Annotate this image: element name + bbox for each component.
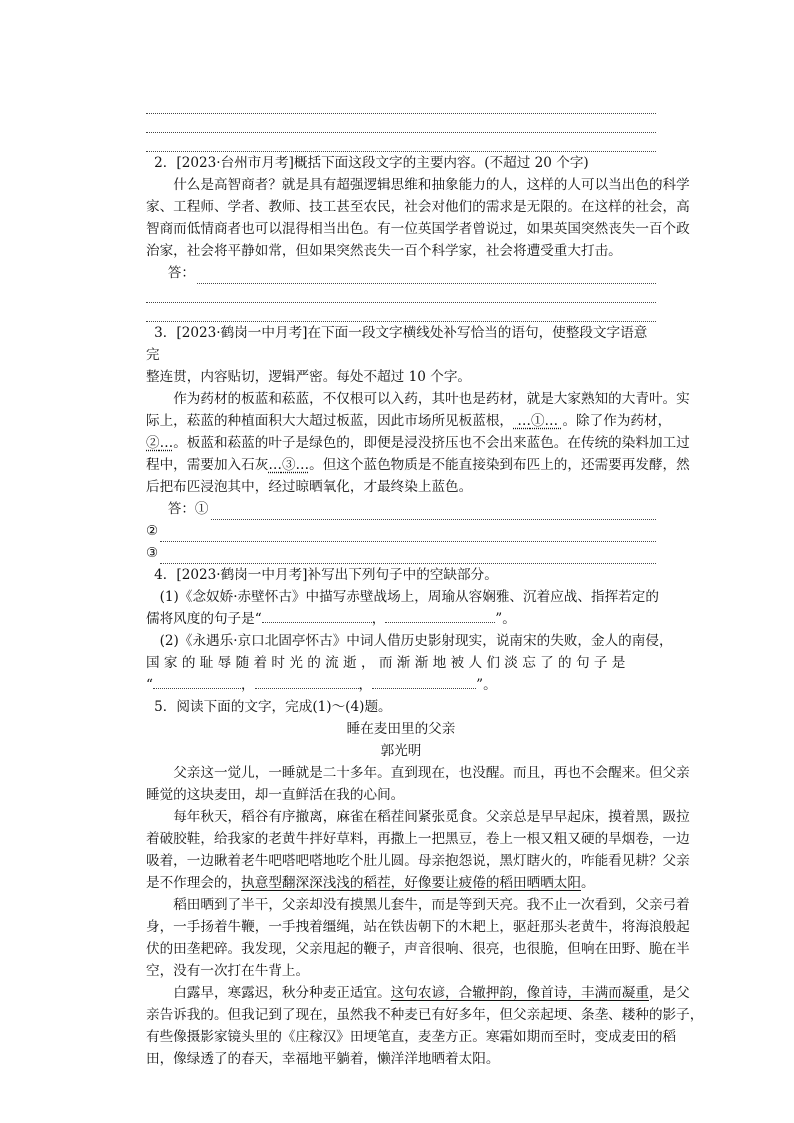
q2-text-line: 什么是高智商者？就是具有超强逻辑思维和抽象能力的人，这样的人可以当出色的科学 xyxy=(173,177,690,193)
underlined-sentence: 执意型翻深深浅浅的稻茬，好像要让疲倦的稻田晒晒太阳 xyxy=(241,875,581,891)
article-text: 是不作理会的， xyxy=(146,875,242,891)
article-line: 吸着，一边瞅着老牛吧嗒吧嗒地吃个肚儿圆。母亲抱怨说，黑灯瞎火的，咋能看见耕？父亲 xyxy=(146,853,690,869)
worksheet-page xyxy=(146,100,704,1070)
q4-sub1-line: (1)《念奴娇·赤壁怀古》中描写赤壁战场上，周瑜从容娴雅、沉着应战、指挥若定的 xyxy=(159,589,659,605)
article-line xyxy=(146,872,656,894)
fill-blank[interactable] xyxy=(385,610,495,623)
question-5-title: 5．阅读下面的文字，完成(1)～(4)题。 xyxy=(154,699,392,715)
article-text: 白露早，寒露迟，秋分种麦正适宜。 xyxy=(173,985,391,1001)
question-2-title: 2．[2023·台州市月考]概括下面这段文字的主要内容。(不超过 20 个字) xyxy=(154,155,589,171)
q4-sub2-line: 国 家 的 耻 辱 随 着 时 光 的 流 逝 ， 而 渐 渐 地 被 人 们 淡 忘 了 的 句 子 是 xyxy=(146,655,626,671)
answer-label: ② xyxy=(146,523,159,539)
q2-answer[interactable] xyxy=(146,262,656,284)
fill-blank[interactable] xyxy=(153,676,241,689)
article-title: 睡在麦田里的父亲 xyxy=(346,721,456,737)
q3-answer-1[interactable] xyxy=(146,498,656,520)
article-line: 稻田晒到了半干，父亲却没有摸黑儿套牛，而是等到天亮。我不止一次看到，父亲弓着 xyxy=(173,897,690,913)
q4-sub1-line xyxy=(146,608,656,630)
article-line: 身，一手扬着牛鞭，一手拽着缰绳，站在铁齿朝下的木耙上，驱赶那头老黄牛，将海浪般起 xyxy=(146,919,690,935)
article-line: 亲告诉我的。但我记到了现在，虽然我不种麦已有好多年，但父亲起埂、条垄、耧种的影子， xyxy=(146,1007,704,1023)
q4-text: ”。 xyxy=(476,677,497,693)
answer-line[interactable] xyxy=(211,505,656,520)
fill-blank[interactable] xyxy=(262,610,372,623)
q3-answer-2[interactable] xyxy=(146,520,656,542)
q3-text: 。板蓝和菘蓝的叶子是绿色的，即便是浸没挤压也不会出来蓝色。在传统的染料加工过 xyxy=(173,435,690,451)
q4-text: 儒将风度的句子是“ xyxy=(146,611,262,627)
answer-label: 答：① xyxy=(167,501,209,517)
q4-text: “ xyxy=(146,677,153,693)
blank-2[interactable]: ②… xyxy=(146,435,174,451)
q3-text-line xyxy=(146,410,672,432)
answer-line[interactable] xyxy=(160,527,656,542)
article-line: 父亲这一觉儿，一睡就是二十多年。直到现在，也没醒。而且，再也不会醒来。但父亲 xyxy=(173,765,690,781)
q3-text-line: 后把布匹浸泡其中，经过晾晒氧化，才最终染上蓝色。 xyxy=(146,479,473,495)
q3-text-line: 作为药材的板蓝和菘蓝，不仅根可以入药，其叶也是药材，就是大家熟知的大青叶。实 xyxy=(173,391,690,407)
question-3-title-cont: 整连贯，内容贴切，逻辑严密。每处不超过 10 个字。 xyxy=(146,369,472,385)
article-line: 有些像摄影家镜头里的《庄稼汉》田埂笔直，麦垄方正。寒霜如期而至时，变成麦田的稻 xyxy=(146,1029,677,1045)
fill-blank[interactable] xyxy=(372,676,476,689)
article-author: 郭光明 xyxy=(380,743,422,759)
question-3-title: 3．[2023·鹤岗一中月考]在下面一段文字横线处补写恰当的语句，使整段文字语意完 xyxy=(146,325,648,363)
fill-blank[interactable] xyxy=(255,676,359,689)
article-line: 伏的田垄耙碎。我发现，父亲甩起的鞭子，声音很响、很亮，也很脆，但响在田野、脆在半 xyxy=(146,941,690,957)
q3-text: 。但这个蓝色物质是不能直接染到布匹上的，还需要再发酵，然 xyxy=(309,457,690,473)
blank-1[interactable]: …①… xyxy=(513,413,563,429)
q2-text-line: 治家，社会将平静如常，但如果突然丧失一百个科学家，社会将遭受重大打击。 xyxy=(146,243,622,259)
article-text: 。 xyxy=(581,875,595,891)
article-text: ，是父 xyxy=(648,985,690,1001)
article-line: 田，像绿透了的春天，幸福地平躺着，懒洋洋地晒着太阳。 xyxy=(146,1051,500,1067)
article-line xyxy=(146,982,690,1004)
q3-text-line xyxy=(146,454,690,476)
question-4-title: 4．[2023·鹤岗一中月考]补写出下列句子中的空缺部分。 xyxy=(154,567,498,583)
q3-text-line xyxy=(146,432,690,454)
answer-label: ③ xyxy=(146,545,159,561)
blank-3[interactable]: …③… xyxy=(268,457,310,473)
q3-text: 。除了作为药材， xyxy=(562,413,672,429)
q4-text: ， xyxy=(371,611,386,627)
q3-text: 际上，菘蓝的种植面积大大超过板蓝，因此市场所见板蓝根， xyxy=(146,413,514,429)
article-line: 空，没有一次打在牛背上。 xyxy=(146,963,310,979)
q4-sub2-line: (2)《永遇乐·京口北固亭怀古》中词人借历史影射现实，说南宋的失败，金人的南侵， xyxy=(159,633,673,649)
q4-text: ， xyxy=(240,677,255,693)
q4-sub2-line xyxy=(146,674,656,696)
q3-answer-3[interactable] xyxy=(146,542,656,564)
article-line: 每年秋天，稻谷有序撤离，麻雀在稻茬间紧张觅食。父亲总是早早起床，摸着黑，趿拉 xyxy=(173,809,690,825)
article-line: 睡觉的这块麦田，却一直鲜活在我的心间。 xyxy=(146,787,405,803)
q2-text-line: 智商而低情商者也可以混得相当出色。有一位英国学者曾说过，如果英国突然丧失一百个政 xyxy=(146,221,690,237)
answer-line[interactable] xyxy=(197,269,656,284)
q3-text: 程中，需要加入石灰 xyxy=(146,457,269,473)
answer-line[interactable] xyxy=(160,549,656,564)
q2-text-line: 家、工程师、学者、教师、技工甚至农民，社会对他们的需求是无限的。在这样的社会，高 xyxy=(146,199,690,215)
q4-text: ， xyxy=(358,677,373,693)
underlined-sentence: 这句农谚，合辙押韵，像首诗，丰满而凝重 xyxy=(390,985,649,1001)
answer-label: 答： xyxy=(167,265,195,281)
q4-text: ”。 xyxy=(495,611,516,627)
article-line: 着破胶鞋，给我家的老黄牛拌好草料，再撒上一把黑豆，卷上一根又粗又硬的旱烟卷，一边 xyxy=(146,831,690,847)
